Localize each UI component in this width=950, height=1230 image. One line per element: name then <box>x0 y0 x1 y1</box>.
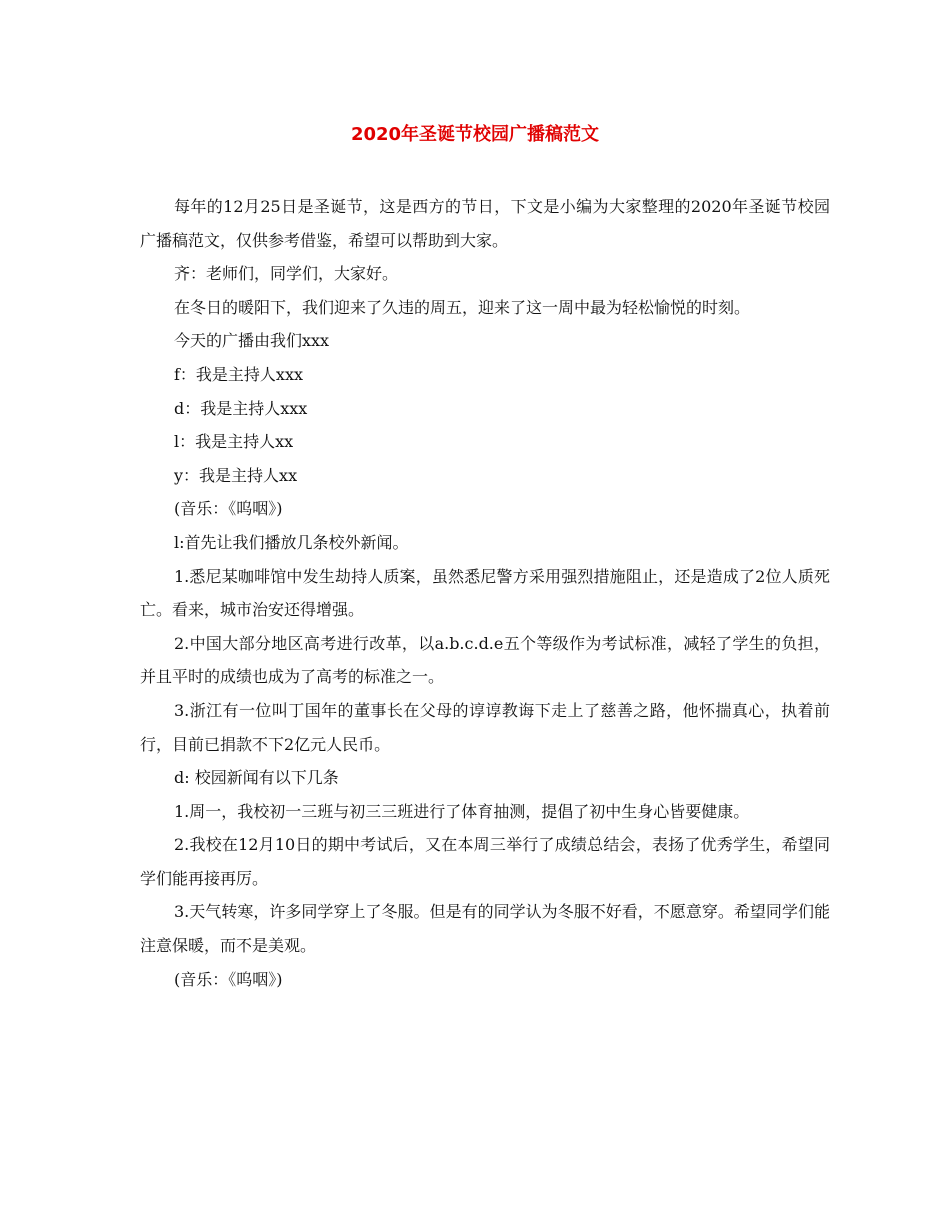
document-body <box>140 190 830 996</box>
paragraph: l：我是主持人xx <box>174 432 294 452</box>
paragraph: (音乐：《呜咽》) <box>174 969 283 989</box>
paragraph: 每年的12月25日是圣诞节，这是西方的节日，下文是小编为大家整理的2020年圣诞节校园广播稿范文，仅供参考借鉴，希望可以帮助到大家。 <box>140 197 830 250</box>
paragraph: 2.中国大部分地区高考进行改革，以a.b.c.d.e五个等级作为考试标准，减轻了学生的负担，并且平时的成绩也成为了高考的标准之一。 <box>140 633 830 687</box>
paragraph: 3.天气转寒，许多同学穿上了冬服。但是有的同学认为冬服不好看，不愿意穿。希望同学们能注意保暖，而不是美观。 <box>140 902 830 956</box>
paragraph: d: 校园新闻有以下几条 <box>174 768 339 788</box>
paragraph: 齐：老师们，同学们，大家好。 <box>174 264 399 284</box>
paragraph: 今天的广播由我们xxx <box>174 331 330 351</box>
paragraph: 2.我校在12月10日的期中考试后，又在本周三举行了成绩总结会，表扬了优秀学生，希望同学们能再接再厉。 <box>140 835 830 888</box>
paragraph: 1.悉尼某咖啡馆中发生劫持人质案，虽然悉尼警方采用强烈措施阻止，还是造成了2位人质死亡。看来，城市治安还得增强。 <box>140 566 830 620</box>
paragraph: f：我是主持人xxx <box>174 364 303 384</box>
paragraph: l:首先让我们播放几条校外新闻。 <box>174 532 409 552</box>
paragraph: (音乐：《呜咽》) <box>174 499 283 519</box>
paragraph: y：我是主持人xx <box>174 465 298 485</box>
paragraph: 3.浙江有一位叫丁国年的董事长在父母的谆谆教诲下走上了慈善之路，他怀揣真心，执着前行，目前已捐款不下2亿元人民币。 <box>140 700 830 754</box>
paragraph: 在冬日的暖阳下，我们迎来了久违的周五，迎来了这一周中最为轻松愉悦的时刻。 <box>174 297 751 317</box>
document-title: 2020年圣诞节校园广播稿范文 <box>350 124 600 145</box>
paragraph: d：我是主持人xxx <box>174 398 308 418</box>
paragraph: 1.周一，我校初一三班与初三三班进行了体育抽测，提倡了初中生身心皆要健康。 <box>174 801 750 821</box>
